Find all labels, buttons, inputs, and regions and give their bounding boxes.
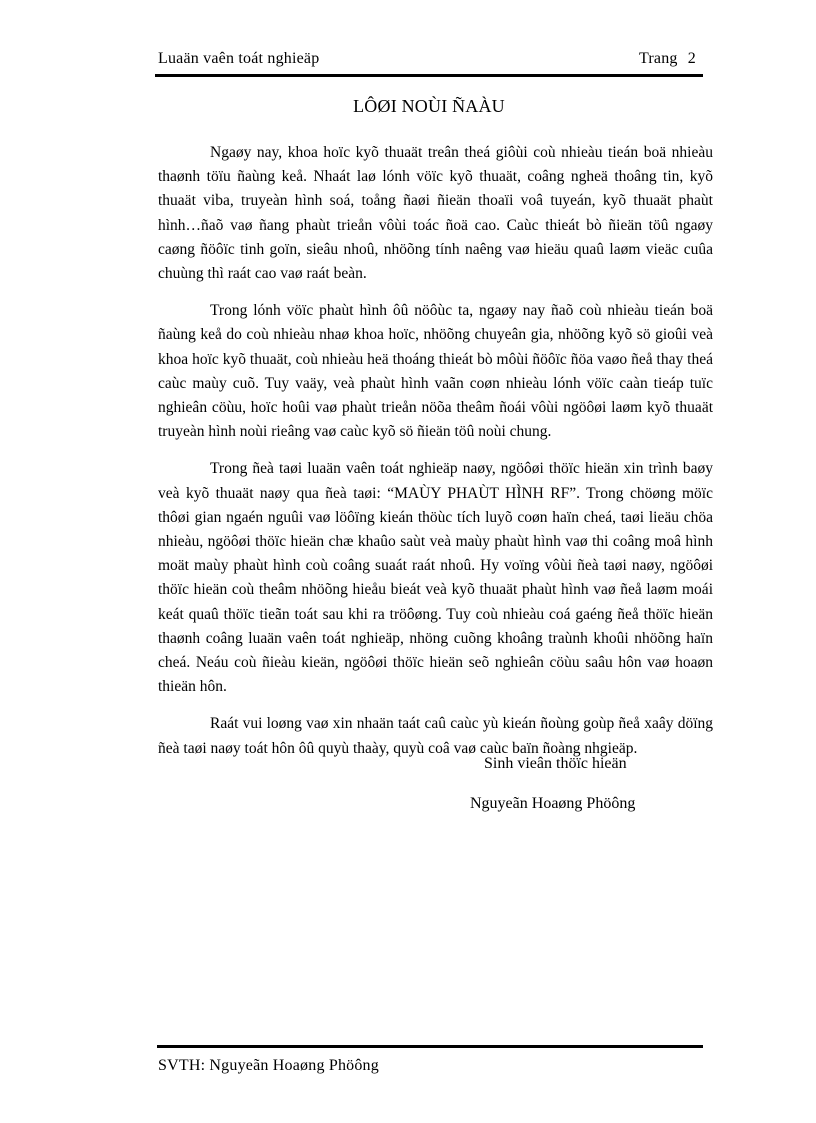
signature-role: Sinh vieân thöïc hieän xyxy=(484,755,627,772)
header-page-number: Trang 2 xyxy=(638,50,696,67)
paragraph-2: Trong lónh vöïc phaùt hình ôû nöôùc ta, ngaøy nay ñaõ coù nhieàu tieán boä ñaùng keå do coù nhieàu nhaø khoa hoïc, nhöõng chuyeân gia, nhöõng kyõ sö gioûi veà khoa hoïc kyõ thuaät, coù nhieàu heä thoáng thieát bò môùi ñöôïc ñöa vaøo ñeå thay theá caùc maùy cuõ. Tuy vaäy, veà phaùt hình vaãn coøn nhieàu lónh vöïc caàn tieáp tuïc nghieân cöùu, hoïc hoûi vaø phaùt trieån nöõa theâm ñoái vôùi ngöôøi laøm kyõ thuaät truyeàn hình noùi rieâng vaø caùc kyõ sö ñieän töû noùi chung. xyxy=(158,302,713,441)
page-title: LÔØI NOÙI ÑAÀU xyxy=(353,96,505,116)
body-text xyxy=(158,141,713,774)
paragraph-4: Raát vui loøng vaø xin nhaän taát caû caùc yù kieán ñoùng goùp ñeå xaây döïng ñeà taøi naøy toát hôn ôû quyù thaày, quyù coâ vaø caùc baïn ñoàng nhgieäp. xyxy=(158,715,713,757)
paragraph-3: Trong ñeà taøi luaän vaên toát nghieäp naøy, ngöôøi thöïc hieän xin trình baøy veà kyõ thuaät naøy qua ñeà taøi: “MAÙY PHAÙT HÌNH RF”. Trong chöøng möïc thôøi gian ngaén nguûi vaø löôïng kieán thöùc tích luyõ coøn haïn cheá, taøi lieäu chöa nhieàu, ngöôøi thöïc hieän chæ khaûo saùt veà maùy phaùt hình vaø thi coâng moâ hình moät maùy phaùt hình coù coâng suaát raát nhoû. Hy voïng vôùi ñeà taøi naøy, ngöôøi thöïc hieän coù theâm nhöõng hieåu bieát veà kyõ thuaät phaùt hình vaø ñeå laøm moái keát quaû thöïc tieãn toát sau khi ra tröôøng. Tuy coù nhieàu coá gaéng ñeå thöïc hieän thaønh coâng luaän vaên toát nghieäp, nhöng cuõng khoâng traùnh khoûi nhöõng haïn cheá. Neáu coù ñieàu kieän, ngöôøi thöïc hieän seõ nghieân cöùu saâu hôn vaø hoaøn thieän hôn. xyxy=(158,460,713,696)
page-footer: SVTH: Nguyeãn Hoaøng Phöông xyxy=(158,1057,379,1074)
paragraph-1: Ngaøy nay, khoa hoïc kyõ thuaät treân theá giôùi coù nhieàu tieán boä nhieàu thaønh töïu ñaùng keå. Nhaát laø lónh vöïc kyõ thuaät, coâng ngheä thoâng tin, kyõ thuaät viba, truyeàn hình soá, toång ñaøi ñieän thoaïi voâ tuyeán, kyõ thuaät phaùt hình…ñaõ vaø ñang phaùt trieån vôùi toác ñoä cao. Caùc thieát bò ñieän töû ngaøy caøng ñöôïc tinh goïn, sieâu nhoû, nhöõng tính naêng vaø hieäu quaû laøm vieäc cuûa chuùng thì raát cao vaø raát beàn. xyxy=(158,144,713,283)
header-thesis-label: Luaän vaên toát nghieäp xyxy=(158,50,320,67)
header-divider xyxy=(155,74,703,77)
signature-block xyxy=(470,744,710,824)
signature-name: Nguyeãn Hoaøng Phöông xyxy=(470,795,636,812)
footer-divider xyxy=(157,1045,703,1048)
page-header xyxy=(158,50,704,74)
